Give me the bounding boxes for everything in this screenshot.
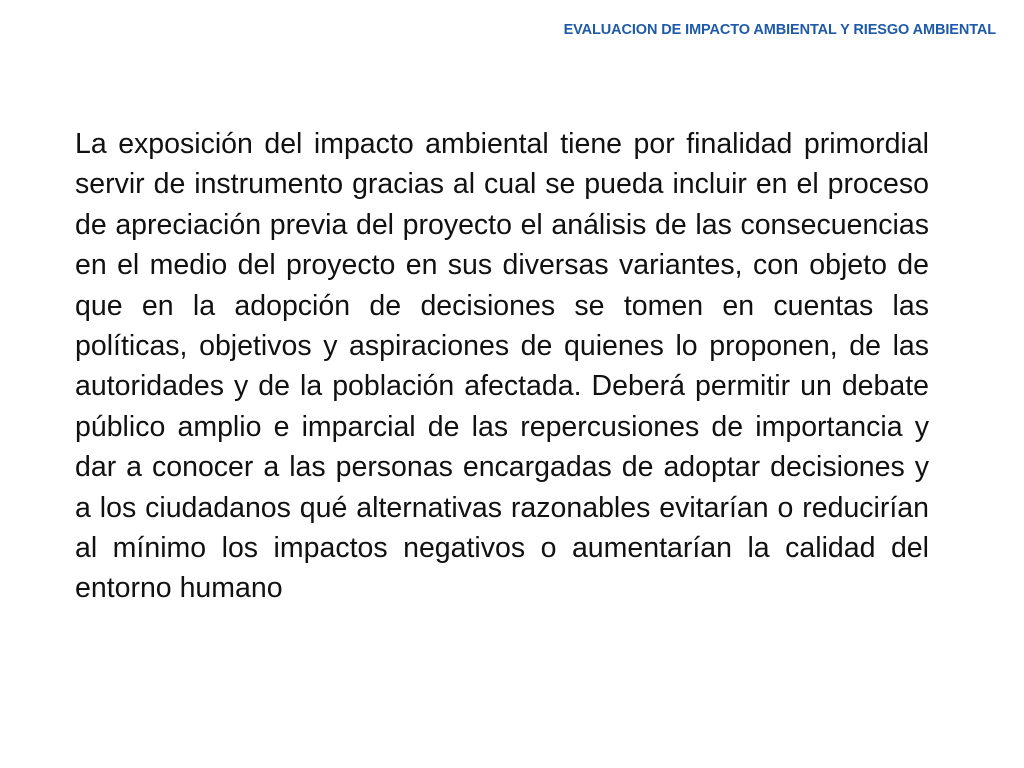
body-paragraph: La exposición del impacto ambiental tiene por finalidad primordial servir de instrumento gracias al cual se pueda incluir en el proceso de apreciación previa del proyecto el análisis de las consecuencias en el medio del proyecto en sus diversas variantes, con objeto de que en la adopción de decisiones se tomen en cuentas las políticas, objetivos y aspiraciones de quienes lo proponen, de las autoridades y de la población afectada. Deberá permitir un debate público amplio e imparcial de las repercusiones de importancia y dar a conocer a las personas encargadas de adoptar decisiones y a los ciudadanos qué alternativas razonables evitarían o reducirían al mínimo los impactos negativos o aumentarían la calidad del entorno humano xyxy=(75,128,929,605)
slide-header-title: EVALUACION DE IMPACTO AMBIENTAL Y RIESGO AMBIENTAL xyxy=(563,22,996,38)
